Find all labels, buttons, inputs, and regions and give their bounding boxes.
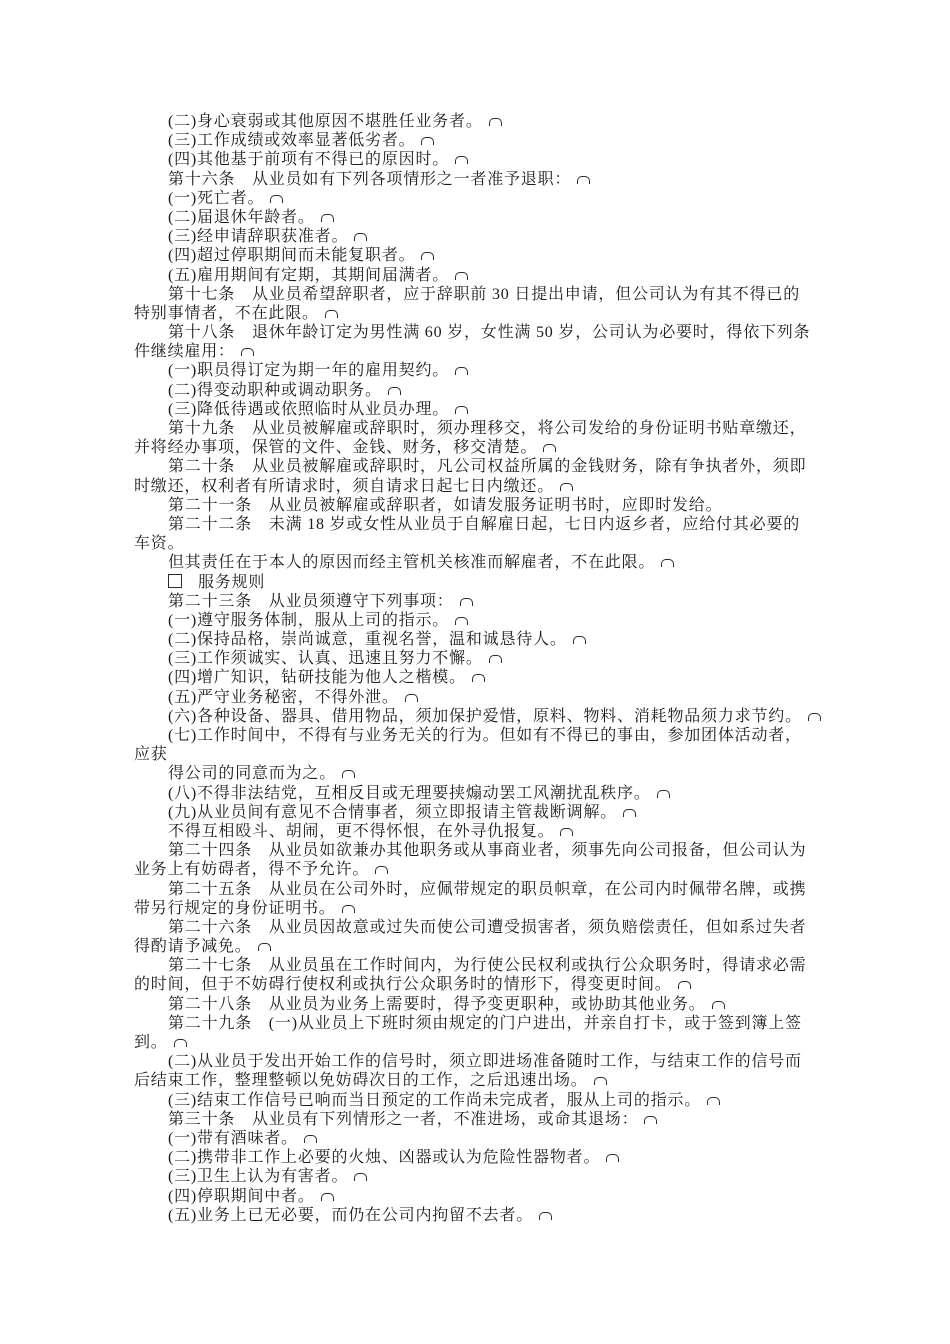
line-text: (二)保持品格，崇尚诚意，重视名誉，温和诚恳待人。 [168, 631, 567, 649]
line-text: 件继续雇用： [134, 343, 235, 361]
text-line [134, 784, 820, 803]
text-line [134, 112, 820, 131]
text-line [134, 995, 820, 1014]
line-text: (四)其他基于前项有不得已的原因时。 [168, 151, 450, 169]
text-line [134, 956, 820, 975]
text-line [134, 649, 820, 668]
line-break-mark-icon [678, 981, 691, 989]
line-break-mark-icon [421, 137, 434, 145]
line-text: (五)严守业务秘密，不得外泄。 [168, 688, 399, 706]
line-text: 到。 [134, 1034, 168, 1051]
line-text: (七)工作时间中，不得有与业务无关的行为。但如有不得已的事由，参加团体活动者， [168, 727, 802, 744]
line-break-mark-icon [270, 195, 283, 203]
line-text: 带另行规定的身份证明书。 [134, 899, 336, 917]
text-line [134, 975, 820, 994]
line-break-mark-icon [472, 674, 485, 682]
line-break-mark-icon [712, 1001, 725, 1009]
line-break-mark-icon [455, 617, 468, 625]
text-line [134, 860, 820, 879]
line-break-mark-icon [405, 694, 418, 702]
line-text: (四)超过停职期间而未能复职者。 [168, 247, 416, 265]
line-break-mark-icon [321, 1193, 334, 1201]
line-text: 第二十六条 从业员因故意或过失而使公司遭受损害者，须负赔偿责任，但如系过失者 [168, 918, 807, 936]
text-line [134, 1148, 820, 1167]
text-line [134, 361, 820, 380]
text-line [134, 400, 820, 419]
line-text: (六)各种设备、器具、借用物品，须加保护爱惜，原料、物料、消耗物品须力求节约。 [168, 707, 802, 725]
text-line [134, 803, 820, 822]
line-text: (四)停职期间中者。 [168, 1187, 315, 1205]
line-break-mark-icon [543, 444, 556, 452]
line-text: 第二十四条 从业员如欲兼办其他职务或从事商业者，须事先向公司报备，但公司认为 [168, 842, 807, 860]
line-text: (二)携带非工作上必要的火烛、凶器或认为危险性器物者。 [168, 1149, 601, 1167]
line-text: (二)身心衰弱或其他原因不堪胜任业务者。 [168, 113, 483, 130]
line-text: 第二十五条 从业员在公司外时，应佩带规定的职员帜章，在公司内时佩带名牌，或携 [168, 880, 807, 898]
text-line [134, 1110, 820, 1129]
line-text: 得公司的同意而为之。 [168, 765, 337, 783]
line-break-mark-icon [375, 866, 388, 874]
text-line [134, 630, 820, 649]
text-line [134, 822, 820, 841]
text-line [134, 342, 820, 361]
line-break-mark-icon [455, 156, 468, 164]
line-text: 第三十条 从业员有下列情形之一者，不准进场，或命其退场： [168, 1110, 639, 1128]
line-break-mark-icon [808, 713, 821, 721]
line-text: 时缴还，权利者有所请求时，须自请求日起七日内缴还。 [134, 477, 555, 495]
text-line [134, 707, 820, 726]
square-bullet-icon [168, 574, 182, 588]
line-break-mark-icon [342, 905, 355, 913]
text-line [134, 208, 820, 227]
text-line [134, 899, 820, 918]
text-line [134, 285, 820, 304]
text-line [134, 553, 820, 572]
line-text: (九)从业员间有意见不合情事者，须立即报请主管裁断调解。 [168, 803, 618, 821]
text-line [134, 150, 820, 169]
text-line [134, 880, 820, 899]
line-break-mark-icon [489, 118, 502, 126]
line-break-mark-icon [421, 252, 434, 260]
text-line [134, 1206, 820, 1225]
line-text: 第十七条 从业员希望辞职者，应于辞职前 30 日提出申请，但公司认为有其不得已的 [168, 285, 801, 303]
line-break-mark-icon [354, 1173, 367, 1181]
text-line [134, 515, 820, 534]
text-line [134, 611, 820, 630]
line-break-mark-icon [489, 655, 502, 663]
line-text: 第十九条 从业员被解雇或辞职时，须办理移交，将公司发给的身份证明书贴章缴还， [168, 420, 807, 437]
text-line [134, 323, 820, 342]
line-text: (五)业务上已无必要，而仍在公司内拘留不去者。 [168, 1206, 534, 1224]
line-text: 不得互相殴斗、胡闹，更不得怀恨，在外寻仇报复。 [168, 822, 555, 840]
line-text: (四)增广知识，钻研技能为他人之楷模。 [168, 669, 466, 687]
line-text: 第十六条 从业员如有下列各项情形之一者准予退职： [168, 170, 572, 188]
line-break-mark-icon [539, 1212, 552, 1220]
line-text: (三)卫生上认为有害者。 [168, 1168, 349, 1186]
line-break-mark-icon [577, 176, 590, 184]
line-break-mark-icon [606, 1154, 619, 1162]
text-line [134, 131, 820, 150]
line-text: (二)从业员于发出开始工作的信号时，须立即进场准备随时工作，与结束工作的信号而 [168, 1053, 802, 1071]
line-text: 业务上有妨碍者，得不予允许。 [134, 861, 370, 879]
line-text: (三)降低待遇或依照临时从业员办理。 [168, 400, 450, 418]
text-line [134, 419, 820, 438]
line-break-mark-icon [388, 387, 401, 395]
line-text: (三)工作成绩或效率显著低劣者。 [168, 132, 416, 150]
line-text: 应获 [134, 746, 168, 764]
text-line [134, 1014, 820, 1033]
text-line [134, 304, 820, 323]
text-line [134, 573, 820, 592]
line-text: (一)遵守服务体制，服从上司的指示。 [168, 611, 450, 629]
line-text: (二)得变动职种或调动职务。 [168, 381, 382, 399]
text-line [134, 496, 820, 515]
line-text: 第二十八条 从业员为业务上需要时，得予变更职种，或协助其他业务。 [168, 995, 706, 1013]
line-text: 第二十二条 未满 18 岁或女性从业员于自解雇日起，七日内返乡者，应给付其必要的 [168, 515, 801, 533]
text-line [134, 918, 820, 937]
text-line [134, 534, 820, 553]
line-break-mark-icon [623, 809, 636, 817]
text-line [134, 1033, 820, 1052]
text-line [134, 1129, 820, 1148]
text-line [134, 1091, 820, 1110]
text-line [134, 438, 820, 457]
line-text: (五)雇用期间有定期，其期间届满者。 [168, 266, 450, 284]
line-text: (一)死亡者。 [168, 189, 265, 207]
line-text: (二)届退休年龄者。 [168, 208, 315, 226]
line-break-mark-icon [241, 348, 254, 356]
text-line [134, 189, 820, 208]
text-line [134, 381, 820, 400]
line-text: 但其责任在于本人的原因而经主管机关核准而解雇者，不在此限。 [168, 554, 656, 572]
line-break-mark-icon [573, 636, 586, 644]
line-break-mark-icon [174, 1039, 187, 1047]
line-text: (一)职员得订定为期一年的雇用契约。 [168, 362, 450, 380]
text-line [134, 1052, 820, 1071]
text-line [134, 266, 820, 285]
line-text: (三)经申请辞职获准者。 [168, 228, 349, 246]
line-break-mark-icon [661, 559, 674, 567]
line-text: (一)带有酒味者。 [168, 1129, 298, 1147]
text-line [134, 764, 820, 783]
line-break-mark-icon [258, 943, 271, 951]
line-break-mark-icon [304, 1135, 317, 1143]
line-text: 车资。 [134, 535, 185, 553]
line-break-mark-icon [325, 310, 338, 318]
line-text: 第二十一条 从业员被解雇或辞职者，如请发服务证明书时，应即时发给。 [168, 496, 723, 514]
text-line [134, 841, 820, 860]
line-text: 第二十三条 从业员须遵守下列事项： [168, 592, 454, 610]
text-line [134, 170, 820, 189]
text-line [134, 726, 820, 745]
line-text: 服务规则 [198, 573, 266, 591]
text-line [134, 246, 820, 265]
line-text: 第二十七条 从业员虽在工作时间内，为行使公民权利或执行公众职务时，得请求必需 [168, 957, 807, 975]
line-text: (三)结束工作信号已响而当日预定的工作尚未完成者，服从上司的指示。 [168, 1091, 702, 1109]
text-line [134, 745, 820, 764]
text-line [134, 227, 820, 246]
text-line [134, 1071, 820, 1090]
line-break-mark-icon [560, 483, 573, 491]
line-break-mark-icon [455, 272, 468, 280]
text-line [134, 477, 820, 496]
line-break-mark-icon [460, 598, 473, 606]
text-line [134, 1167, 820, 1186]
line-text: 后结束工作，整理整顿以免妨碍次日的工作，之后迅速出场。 [134, 1072, 588, 1090]
line-text: 第二十九条 (一)从业员上下班时须由规定的门户进出，并亲自打卡，或于签到簿上签 [168, 1014, 802, 1032]
line-break-mark-icon [707, 1097, 720, 1105]
text-line [134, 688, 820, 707]
line-text: (三)工作须诚实、认真、迅速且努力不懈。 [168, 650, 483, 668]
line-break-mark-icon [455, 406, 468, 414]
line-text: 并将经办事项，保管的文件、金钱、财务，移交清楚。 [134, 439, 538, 457]
text-line [134, 937, 820, 956]
line-break-mark-icon [594, 1077, 607, 1085]
line-break-mark-icon [455, 367, 468, 375]
text-line [134, 457, 820, 476]
text-line [134, 592, 820, 611]
text-line [134, 1187, 820, 1206]
line-break-mark-icon [560, 828, 573, 836]
line-text: 的时间，但于不妨碍行使权利或执行公众职务时的情形下，得变更时间。 [134, 976, 672, 994]
text-line [134, 668, 820, 687]
line-text: (八)不得非法结党，互相反目或无理要挟煽动罢工风潮扰乱秩序。 [168, 784, 651, 802]
document-body [134, 112, 820, 1225]
line-text: 第十八条 退休年龄订定为男性满 60 岁，女性满 50 岁，公司认为必要时，得依下列条 [168, 324, 811, 342]
line-text: 得酌请予减免。 [134, 938, 252, 956]
line-break-mark-icon [354, 233, 367, 241]
line-break-mark-icon [321, 214, 334, 222]
line-text: 第二十条 从业员被解雇或辞职时，凡公司权益所属的金钱财务，除有争执者外，须即 [168, 458, 807, 476]
line-break-mark-icon [342, 770, 355, 778]
line-break-mark-icon [657, 790, 670, 798]
line-break-mark-icon [644, 1116, 657, 1124]
line-text: 特别事情者，不在此限。 [134, 304, 319, 322]
